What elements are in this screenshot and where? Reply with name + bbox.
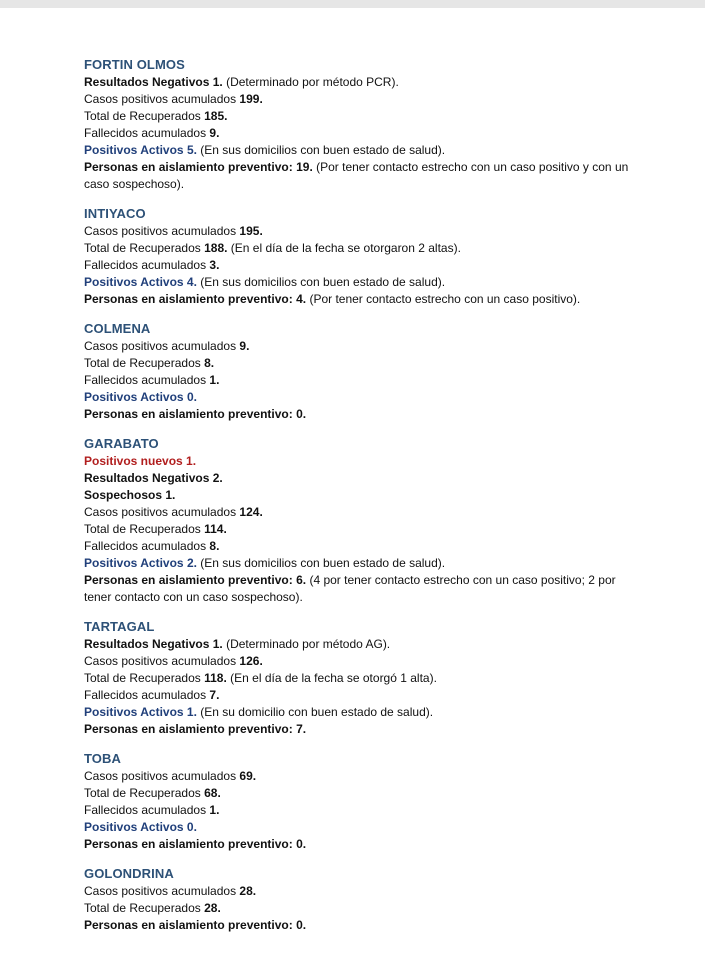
town-heading: GARABATO	[84, 436, 159, 451]
stat-line	[84, 453, 644, 470]
stat-line	[84, 721, 644, 738]
stat-note: (En sus domicilios con buen estado de salud).	[196, 143, 446, 157]
town-section	[84, 320, 644, 423]
stat-label: Fallecidos acumulados	[84, 539, 207, 553]
stat-line	[84, 802, 644, 819]
stat-value: 118.	[204, 671, 227, 685]
stat-value: 1.	[186, 454, 197, 468]
stat-value: 124.	[239, 505, 263, 519]
stat-line	[84, 74, 644, 91]
stat-label: Total de Recuperados	[84, 901, 201, 915]
stat-line	[84, 389, 644, 406]
stat-line	[84, 883, 644, 900]
stat-label: Personas en aislamiento preventivo:	[84, 722, 293, 736]
stat-value: 28.	[204, 901, 221, 915]
town-heading: GOLONDRINA	[84, 866, 174, 881]
stat-label: Resultados Negativos	[84, 471, 210, 485]
stat-label: Positivos Activos	[84, 705, 187, 719]
stat-value: 2.	[186, 556, 197, 570]
stat-value: 188.	[204, 241, 228, 255]
stat-line	[84, 91, 644, 108]
stat-line	[84, 785, 644, 802]
stat-note: (Determinado por método PCR).	[222, 75, 399, 89]
stat-value: 1.	[209, 803, 220, 817]
stat-label: Positivos nuevos	[84, 454, 183, 468]
document-body	[84, 56, 644, 946]
town-section	[84, 205, 644, 308]
stat-value: 7.	[296, 722, 307, 736]
stat-label: Total de Recuperados	[84, 109, 201, 123]
stat-line	[84, 687, 644, 704]
stat-label: Total de Recuperados	[84, 671, 201, 685]
stat-label: Casos positivos acumulados	[84, 339, 237, 353]
stat-value: 0.	[186, 390, 197, 404]
stat-value: 1.	[212, 637, 223, 651]
stat-label: Personas en aislamiento preventivo:	[84, 837, 293, 851]
town-section	[84, 618, 644, 738]
stat-note: (Determinado por método AG).	[222, 637, 391, 651]
stat-label: Positivos Activos	[84, 390, 184, 404]
stat-line	[84, 487, 644, 504]
town-heading: FORTIN OLMOS	[84, 57, 185, 72]
stat-label: Personas en aislamiento preventivo:	[84, 292, 293, 306]
stat-value: 0.	[186, 820, 197, 834]
stat-line	[84, 355, 644, 372]
stat-value: 68.	[204, 786, 221, 800]
stat-value: 9.	[209, 126, 220, 140]
town-heading: TARTAGAL	[84, 619, 155, 634]
stat-value: 7.	[209, 688, 220, 702]
stat-label: Total de Recuperados	[84, 786, 201, 800]
stat-label: Resultados Negativos	[84, 637, 210, 651]
stat-line	[84, 836, 644, 853]
stat-value: 1.	[186, 705, 197, 719]
stat-value: 69.	[239, 769, 257, 783]
stat-value: 5.	[186, 143, 197, 157]
stat-line	[84, 406, 644, 423]
stat-line	[84, 125, 644, 142]
town-heading: INTIYACO	[84, 206, 146, 221]
stat-label: Positivos Activos	[84, 556, 184, 570]
stat-label: Fallecidos acumulados	[84, 688, 207, 702]
stat-value: 3.	[209, 258, 220, 272]
stat-value: 199.	[239, 92, 263, 106]
stat-value: 8.	[209, 539, 220, 553]
town-heading: TOBA	[84, 751, 121, 766]
stat-value: 1.	[209, 373, 220, 387]
stat-line	[84, 223, 644, 240]
stat-label: Casos positivos acumulados	[84, 884, 237, 898]
stat-value: 195.	[239, 224, 263, 238]
stat-line	[84, 521, 644, 538]
stat-note: (4 por tener contacto estrecho con un caso positivo; 2 por tener contacto con un caso sospechoso).	[84, 573, 616, 604]
stat-label: Personas en aislamiento preventivo:	[84, 573, 293, 587]
town-section	[84, 435, 644, 606]
stat-line	[84, 768, 644, 785]
stat-note: (En sus domicilios con buen estado de salud).	[196, 556, 446, 570]
stat-label: Fallecidos acumulados	[84, 126, 207, 140]
stat-line	[84, 470, 644, 487]
stat-line	[84, 274, 644, 291]
stat-value: 1.	[212, 75, 223, 89]
stat-line	[84, 572, 644, 606]
stat-label: Personas en aislamiento preventivo:	[84, 918, 293, 932]
stat-value: 4.	[296, 292, 307, 306]
stat-line	[84, 900, 644, 917]
stat-label: Positivos Activos	[84, 143, 184, 157]
stat-label: Personas en aislamiento preventivo:	[84, 407, 293, 421]
stat-label: Total de Recuperados	[84, 241, 201, 255]
stat-value: 0.	[296, 918, 307, 932]
stat-value: 8.	[204, 356, 215, 370]
stat-line	[84, 504, 644, 521]
stat-line	[84, 372, 644, 389]
stat-line	[84, 338, 644, 355]
stat-label: Personas en aislamiento preventivo:	[84, 160, 293, 174]
stat-label: Sospechosos	[84, 488, 163, 502]
stat-note: (En el día de la fecha se otorgó 1 alta).	[226, 671, 437, 685]
stat-value: 2.	[212, 471, 223, 485]
stat-value: 114.	[204, 522, 227, 536]
stat-value: 28.	[239, 884, 257, 898]
stat-line	[84, 653, 644, 670]
stat-line	[84, 636, 644, 653]
stat-label: Positivos Activos	[84, 820, 187, 834]
stat-note: (En su domicilio con buen estado de salud).	[196, 705, 434, 719]
stat-label: Fallecidos acumulados	[84, 373, 207, 387]
stat-label: Total de Recuperados	[84, 356, 201, 370]
stat-value: 0.	[296, 837, 307, 851]
stat-value: 185.	[204, 109, 228, 123]
stat-label: Casos positivos acumulados	[84, 224, 237, 238]
stat-label: Fallecidos acumulados	[84, 803, 207, 817]
stat-note: (Por tener contacto estrecho con un caso positivo).	[306, 292, 581, 306]
stat-value: 1.	[165, 488, 176, 502]
stat-line	[84, 257, 644, 274]
stat-label: Total de Recuperados	[84, 522, 201, 536]
stat-line	[84, 917, 644, 934]
stat-label: Casos positivos acumulados	[84, 505, 237, 519]
stat-line	[84, 670, 644, 687]
stat-value: 4.	[186, 275, 197, 289]
stat-label: Positivos Activos	[84, 275, 187, 289]
stat-line	[84, 704, 644, 721]
stat-line	[84, 291, 644, 308]
town-section	[84, 56, 644, 193]
stat-label: Fallecidos acumulados	[84, 258, 207, 272]
stat-note: (En el día de la fecha se otorgaron 2 altas).	[227, 241, 461, 255]
stat-value: 0.	[296, 407, 307, 421]
stat-note: (Por tener contacto estrecho con un caso positivo y con un caso sospechoso).	[84, 160, 629, 191]
stat-note: (En sus domicilios con buen estado de salud).	[196, 275, 446, 289]
stat-line	[84, 538, 644, 555]
stat-value: 126.	[239, 654, 263, 668]
town-section	[84, 750, 644, 853]
town-heading: COLMENA	[84, 321, 151, 336]
stat-line	[84, 555, 644, 572]
stat-line	[84, 142, 644, 159]
stat-label: Resultados Negativos	[84, 75, 210, 89]
stat-value: 19.	[296, 160, 313, 174]
stat-line	[84, 108, 644, 125]
stat-label: Casos positivos acumulados	[84, 654, 237, 668]
stat-value: 6.	[296, 573, 307, 587]
stat-line	[84, 159, 644, 193]
top-bar	[0, 0, 705, 8]
stat-line	[84, 819, 644, 836]
stat-label: Casos positivos acumulados	[84, 769, 237, 783]
stat-value: 9.	[239, 339, 250, 353]
town-section	[84, 865, 644, 934]
stat-label: Casos positivos acumulados	[84, 92, 237, 106]
stat-line	[84, 240, 644, 257]
